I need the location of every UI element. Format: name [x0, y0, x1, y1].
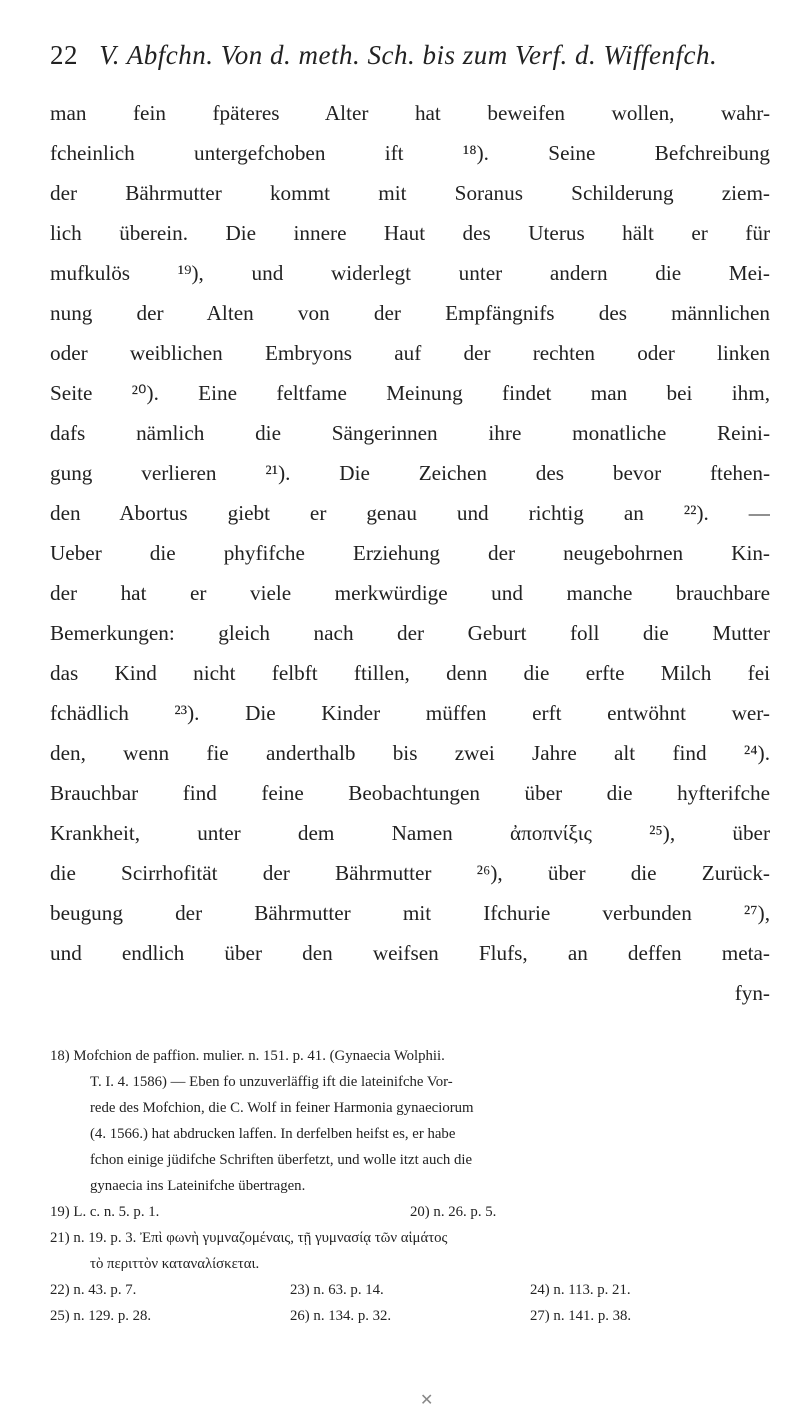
text-line: gung verlieren ²¹). Die Zeichen des bevor ftehen- [50, 461, 770, 485]
text-line: der Bährmutter kommt mit Soranus Schilderung ziem- [50, 181, 770, 205]
text-line: lich überein. Die innere Haut des Uterus hält er für [50, 221, 770, 245]
text-line: Krankheit, unter dem Namen ἀποπνίξις ²⁵), über [50, 821, 770, 845]
text-line: Brauchbar find feine Beobachtungen über die hyfterifche [50, 781, 770, 805]
footnote-27: 27) n. 141. p. 38. [530, 1308, 632, 1324]
footnote-26: 26) n. 134. p. 32. [290, 1308, 392, 1324]
footnote-18-cont: T. I. 4. 1586) — Eben fo unzuverläffig ift die lateinifche Vor- [90, 1074, 453, 1090]
footnote-19: 19) L. c. n. 5. p. 1. [50, 1204, 160, 1220]
text-line: Ueber die phyfifche Erziehung der neugebohrnen Kin- [50, 541, 770, 565]
text-line: fcheinlich untergefchoben ift ¹⁸). Seine Befchreibung [50, 141, 770, 165]
text-line: oder weiblichen Embryons auf der rechten oder linken [50, 341, 770, 365]
text-line: mufkulös ¹⁹), und widerlegt unter andern die Mei- [50, 261, 770, 285]
footnote-25: 25) n. 129. p. 28. [50, 1308, 152, 1324]
footnote-20: 20) n. 26. p. 5. [410, 1204, 497, 1220]
footnote-18: 18) Mofchion de paffion. mulier. n. 151. p. 41. (Gynaecia Wolphii. [50, 1048, 445, 1064]
main-text [50, 93, 770, 1013]
text-line: nung der Alten von der Empfängnifs des männlichen [50, 301, 770, 325]
text-line: beugung der Bährmutter mit Ifchurie verbunden ²⁷), [50, 901, 770, 925]
text-line: die Scirrhofität der Bährmutter ²⁶), über die Zurück- [50, 861, 770, 885]
text-line: Bemerkungen: gleich nach der Geburt foll die Mutter [50, 621, 770, 645]
text-line: das Kind nicht felbft ftillen, denn die erfte Milch fei [50, 661, 770, 685]
footnote-23: 23) n. 63. p. 14. [290, 1282, 384, 1298]
text-line: und endlich über den weifsen Flufs, an deffen meta- [50, 941, 770, 965]
book-page [50, 40, 770, 1329]
footnote-22: 22) n. 43. p. 7. [50, 1282, 137, 1298]
footnote-21: 21) n. 19. p. 3. Ἐπὶ φωνὴ γυμναζομέναις, τῇ γυμνασίᾳ τῶν αἱμάτος [50, 1230, 448, 1246]
footnote-24: 24) n. 113. p. 21. [530, 1282, 631, 1298]
text-line: dafs nämlich die Sängerinnen ihre monatliche Reini- [50, 421, 770, 445]
text-line: fchädlich ²³). Die Kinder müffen erft entwöhnt wer- [50, 701, 770, 725]
footnote-18-cont: (4. 1566.) hat abdrucken laffen. In derfelben heifst es, er habe [90, 1126, 456, 1142]
catchword: fyn- [734, 981, 770, 1005]
footnote-21-cont: τὸ περιττὸν καταναλίσκεται. [90, 1256, 260, 1272]
page-number: 22 [50, 40, 78, 70]
footnote-row [50, 1277, 770, 1303]
text-line: den, wenn fie anderthalb bis zwei Jahre alt find ²⁴). [50, 741, 770, 765]
page-header [50, 40, 770, 71]
text-line: den Abortus giebt er genau und richtig an ²²). — [50, 501, 770, 525]
footnote-row [50, 1303, 770, 1329]
footnote-row [50, 1199, 770, 1225]
text-line: Seite ²⁰). Eine feltfame Meinung findet man bei ihm, [50, 381, 770, 405]
bottom-mark: ✕ [420, 1390, 434, 1409]
footnotes [50, 1043, 770, 1329]
text-line: man fein fpäteres Alter hat beweifen wollen, wahr- [50, 101, 770, 125]
footnote-18-cont: gynaecia ins Lateinifche übertragen. [90, 1178, 306, 1194]
text-line: der hat er viele merkwürdige und manche brauchbare [50, 581, 770, 605]
running-title: V. Abfchn. Von d. meth. Sch. bis zum Verf. d. Wiffenfch. [99, 40, 718, 70]
footnote-18-cont: rede des Mofchion, die C. Wolf in feiner Harmonia gynaeciorum [90, 1100, 474, 1116]
footnote-18-cont: fchon einige jüdifche Schriften überfetzt, und wolle itzt auch die [90, 1152, 473, 1168]
